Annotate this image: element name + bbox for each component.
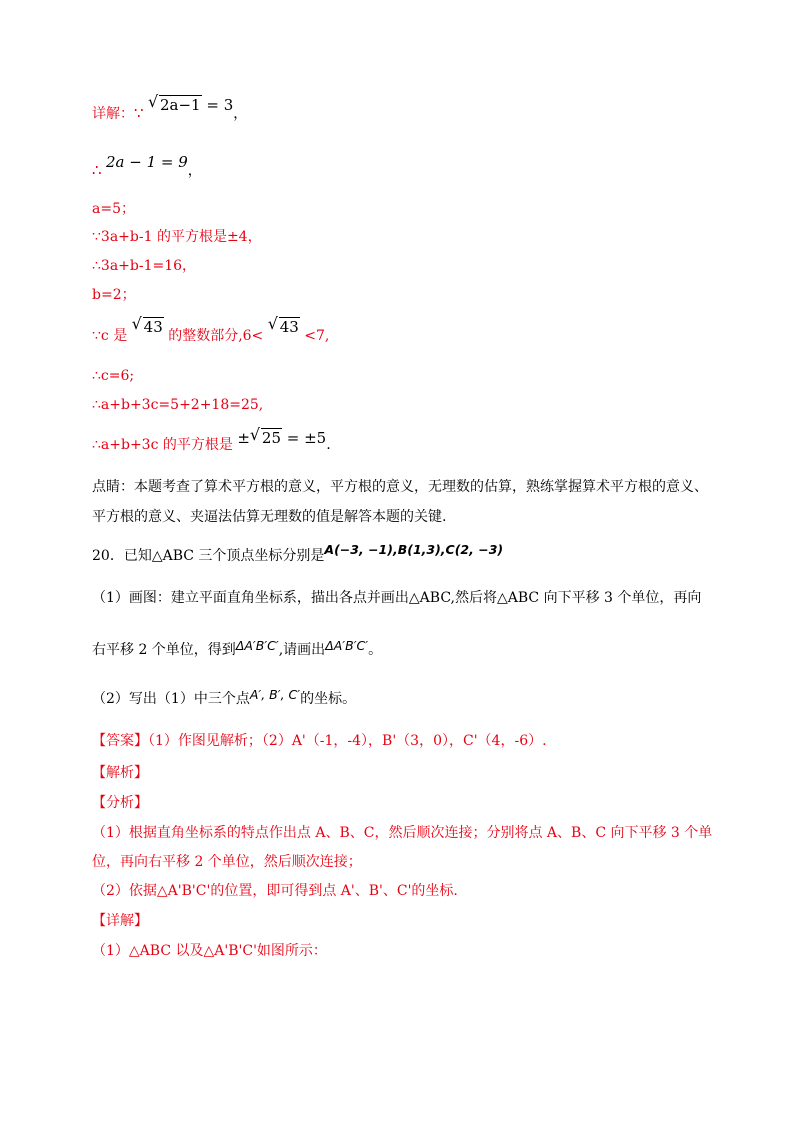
solution-line-7: ∵c 是 √ 43 的整数部分,6< √ 43 <7,: [92, 325, 329, 346]
breakdown-line-2: 位，再向右平移 2 个单位，然后顺次连接；: [92, 854, 362, 870]
question-20-part-1-line-1: （1）画图：建立平面直角坐标系，描出各点并画出△ABC,然后将△ABC 向下平移 3 个单位，再向: [92, 590, 702, 606]
vertex-coordinates: A(−3, −1),B(1,3),C(2, −3): [324, 542, 504, 557]
solution-label: 详解：: [92, 106, 134, 122]
question-20-part-2: （2）写出（1）中三个点A′, B′, C′的坐标。: [92, 687, 357, 707]
solution-line-3: a=5；: [92, 201, 135, 217]
breakdown-heading: 【分析】: [92, 795, 148, 811]
question-20-stem: 20．已知△ABC 三个顶点坐标分别是A(−3, −1),B(1,3),C(2, −3): [92, 542, 504, 564]
solution-line-10: ∴a+b+3c 的平方根是 ±√ 25 = ±5.: [92, 434, 331, 455]
analysis-heading: 【解析】: [92, 765, 148, 781]
solution-line-4: ∵3a+b-1 的平方根是±4，: [92, 229, 262, 245]
therefore-symbol: ∴: [92, 161, 102, 179]
detail-heading: 【详解】: [92, 913, 148, 929]
answer-line: 【答案】（1）作图见解析；（2）A'（-1，-4），B'（3，0），C'（4，-6）.: [92, 733, 547, 749]
breakdown-line-1: （1）根据直角坐标系的特点作出点 A、B、C，然后顺次连接；分别将点 A、B、C 向下平移 3 个单: [92, 825, 713, 841]
solution-line-5: ∴3a+b-1=16，: [92, 258, 197, 274]
comment-line-2: 平方根的意义、夹逼法估算无理数的值是解答本题的关键.: [92, 509, 447, 525]
sqrt-equation: √ 2a−1 = 3: [148, 96, 233, 114]
comment-line-1: 点睛：本题考查了算术平方根的意义，平方根的意义，无理数的估算，熟练掌握算术平方根的意义、: [92, 479, 708, 495]
solution-line-1: 详解：∵ √ 2a−1 = 3，: [92, 103, 247, 124]
because-symbol: ∵: [134, 104, 144, 122]
breakdown-line-3: （2）依据△A'B'C'的位置，即可得到点 A'、B'、C'的坐标.: [92, 883, 458, 899]
question-20-part-1-line-2: 右平移 2 个单位，得到ΔA′B′C′,请画出ΔA′B′C′。: [92, 638, 383, 658]
solution-line-2: ∴ 2a − 1 = 9，: [92, 153, 202, 179]
equation: 2a − 1 = 9: [106, 153, 188, 171]
solution-line-9: ∴a+b+3c=5+2+18=25,: [92, 397, 264, 413]
solution-line-8: ∴c=6;: [92, 368, 135, 384]
solution-line-6: b=2；: [92, 287, 136, 303]
detail-line-1: （1）△ABC 以及△A'B'C'如图所示：: [92, 943, 327, 959]
